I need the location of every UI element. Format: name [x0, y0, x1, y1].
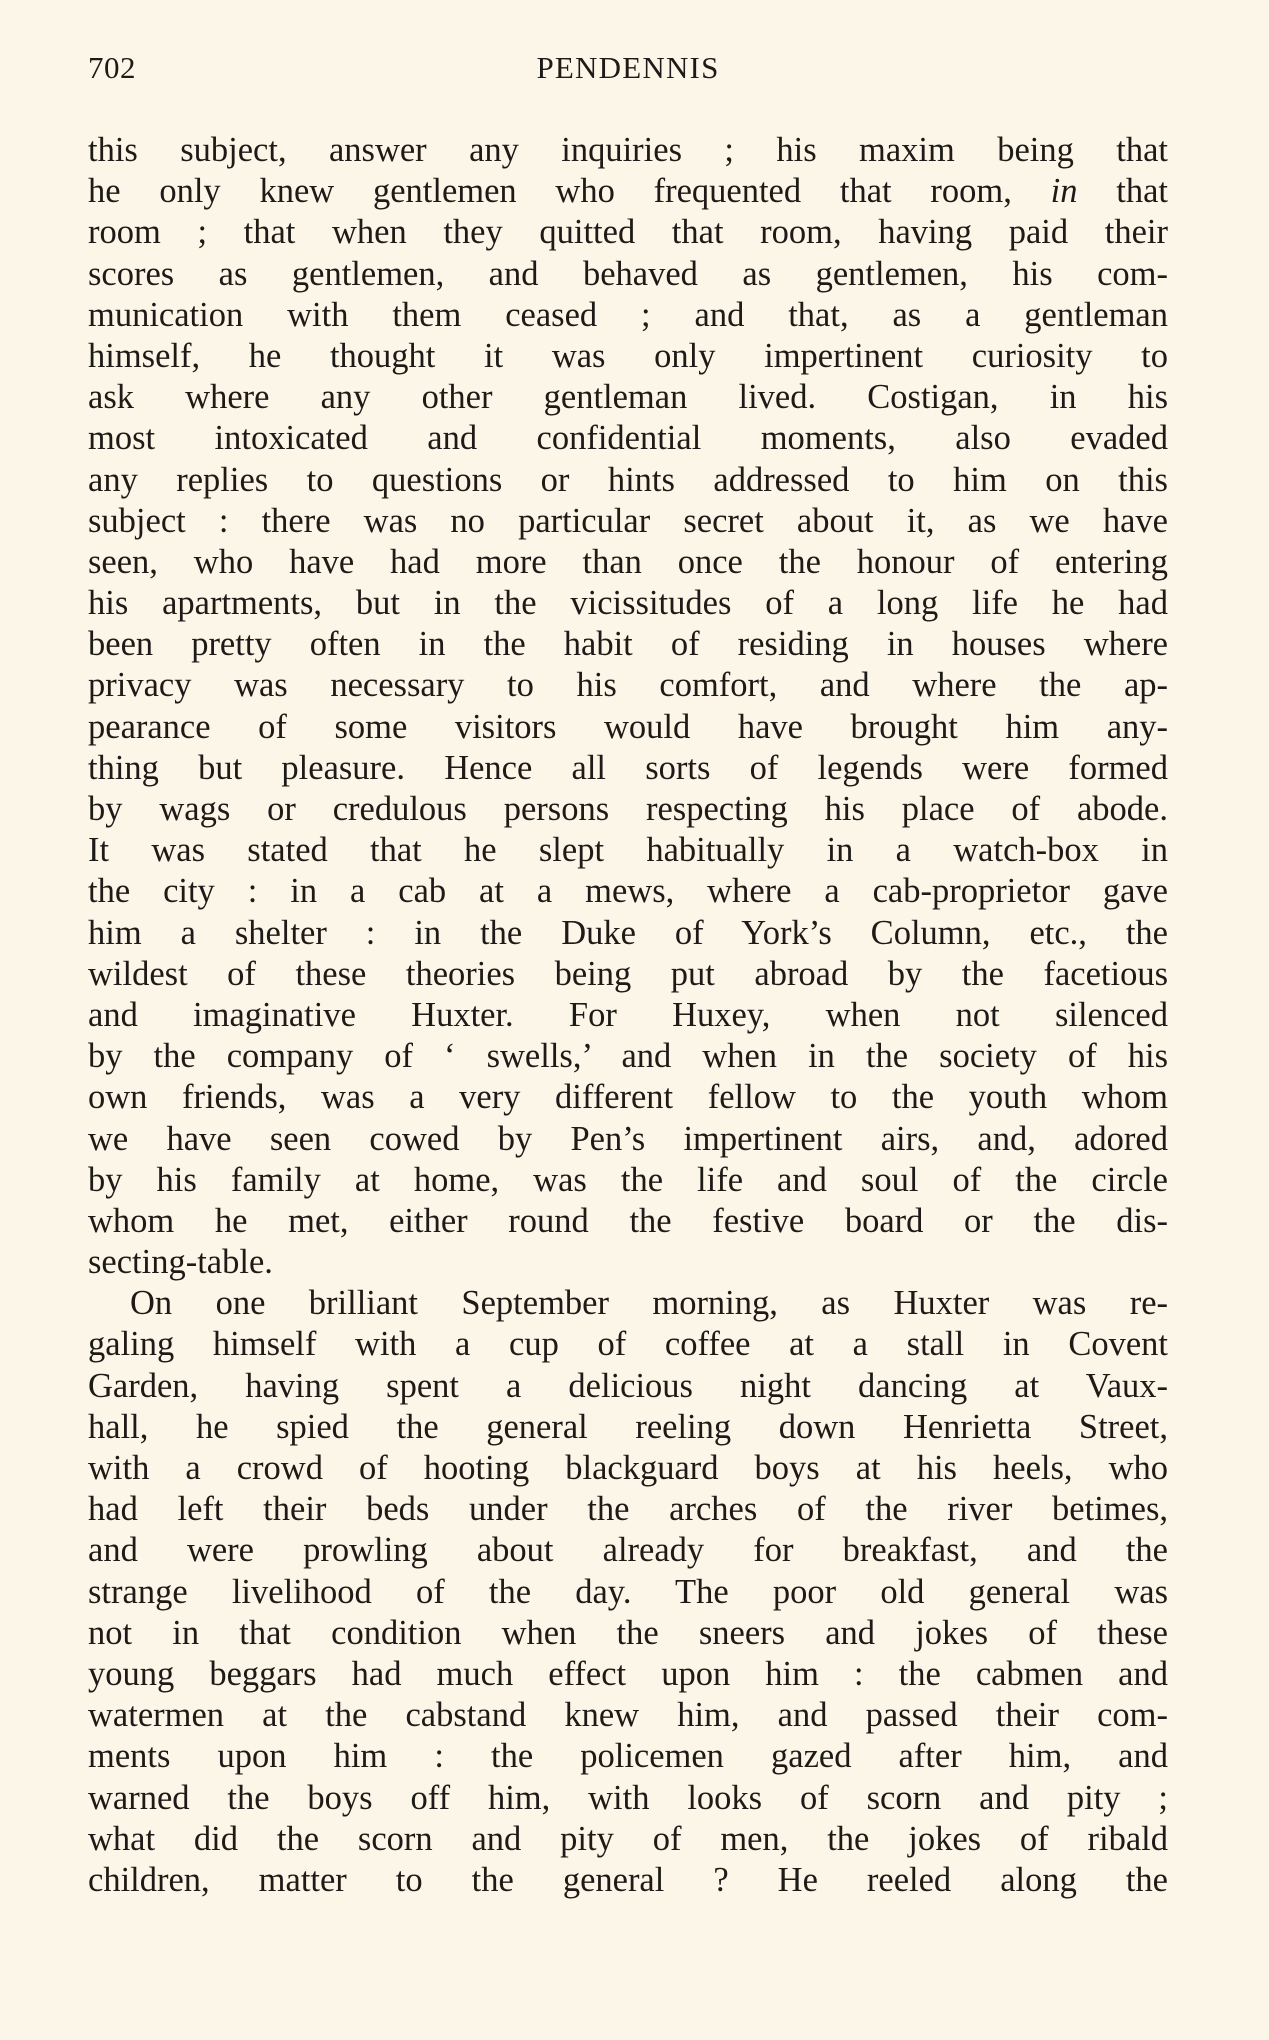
text-line: by wags or credulous persons respecting his place of abode. — [88, 790, 1168, 828]
text-line: what did the scorn and pity of men, the jokes of ribald — [88, 1819, 1168, 1858]
text-line: room ; that when they quitted that room, having paid their — [88, 213, 1168, 252]
text-line: with a crowd of hooting blackguard boys at his heels, who — [88, 1449, 1168, 1487]
text-line-before-italic: he only knew gentlemen who frequented that room, — [88, 172, 1012, 211]
text-line: whom he met, either round the festive board or the dis- — [88, 1201, 1168, 1240]
text-line: by his family at home, was the life and soul of the circle — [88, 1160, 1168, 1199]
page-number: 702 — [88, 50, 136, 85]
text-line: privacy was necessary to his comfort, and where the ap- — [88, 666, 1168, 705]
text-line — [88, 171, 1168, 212]
paragraph-end-line: secting-table. — [88, 1243, 273, 1282]
text-line: his apartments, but in the vicissitudes of a long life he had — [88, 584, 1168, 623]
text-line: any replies to questions or hints addressed to him on this — [88, 460, 1168, 499]
text-line: we have seen cowed by Pen’s impertinent airs, and, adored — [88, 1119, 1168, 1158]
text-line: It was stated that he slept habitually in a watch-box in — [88, 831, 1168, 870]
text-line: young beggars had much effect upon him : the cabmen and — [88, 1654, 1168, 1693]
italic-word: in — [1050, 172, 1078, 211]
text-line: subject : there was no particular secret about it, as we have — [88, 501, 1168, 540]
text-line: most intoxicated and confidential moments, also evaded — [88, 419, 1168, 458]
text-line: pearance of some visitors would have brought him any- — [88, 707, 1168, 746]
text-line: been pretty often in the habit of residing in houses where — [88, 625, 1168, 664]
text-line: seen, who have had more than once the honour of entering — [88, 542, 1168, 581]
text-line: watermen at the cabstand knew him, and passed their com- — [88, 1696, 1168, 1735]
text-line: thing but pleasure. Hence all sorts of legends were formed — [88, 748, 1168, 787]
text-line: by the company of ‘ swells,’ and when in the society of his — [88, 1037, 1168, 1076]
text-line: warned the boys off him, with looks of scorn and pity ; — [88, 1778, 1168, 1817]
body-text — [88, 130, 1168, 1901]
text-line: galing himself with a cup of coffee at a stall in Covent — [88, 1325, 1168, 1364]
text-line: and were prowling about already for breakfast, and the — [88, 1531, 1168, 1570]
text-line: children, matter to the general ? He reeled along the — [88, 1860, 1168, 1899]
text-line: strange livelihood of the day. The poor old general was — [88, 1572, 1168, 1611]
text-line: hall, he spied the general reeling down Henrietta Street, — [88, 1407, 1168, 1446]
paragraph-first-line: On one brilliant September morning, as Huxter was re- — [130, 1284, 1168, 1323]
text-line: and imaginative Huxter. For Huxey, when not silenced — [88, 995, 1168, 1034]
text-line: munication with them ceased ; and that, as a gentleman — [88, 295, 1168, 334]
text-line-after-italic: that — [1116, 172, 1168, 211]
text-line: him a shelter : in the Duke of York’s Column, etc., the — [88, 913, 1168, 952]
text-line: this subject, answer any inquiries ; his maxim being that — [88, 131, 1168, 169]
text-line: not in that condition when the sneers and jokes of these — [88, 1613, 1168, 1652]
text-line: himself, he thought it was only impertinent curiosity to — [88, 336, 1168, 375]
text-line: had left their beds under the arches of the river betimes, — [88, 1490, 1168, 1529]
text-line: scores as gentlemen, and behaved as gentlemen, his com- — [88, 254, 1168, 293]
text-line: own friends, was a very different fellow to the youth whom — [88, 1078, 1168, 1117]
text-line: ments upon him : the policemen gazed after him, and — [88, 1737, 1168, 1776]
text-line: wildest of these theories being put abroad by the facetious — [88, 954, 1168, 993]
text-line: the city : in a cab at a mews, where a cab-proprietor gave — [88, 872, 1168, 911]
text-line: Garden, having spent a delicious night dancing at Vaux- — [88, 1366, 1168, 1405]
text-line: ask where any other gentleman lived. Costigan, in his — [88, 378, 1168, 417]
running-title: PENDENNIS — [536, 50, 720, 85]
page-header — [88, 50, 1168, 100]
